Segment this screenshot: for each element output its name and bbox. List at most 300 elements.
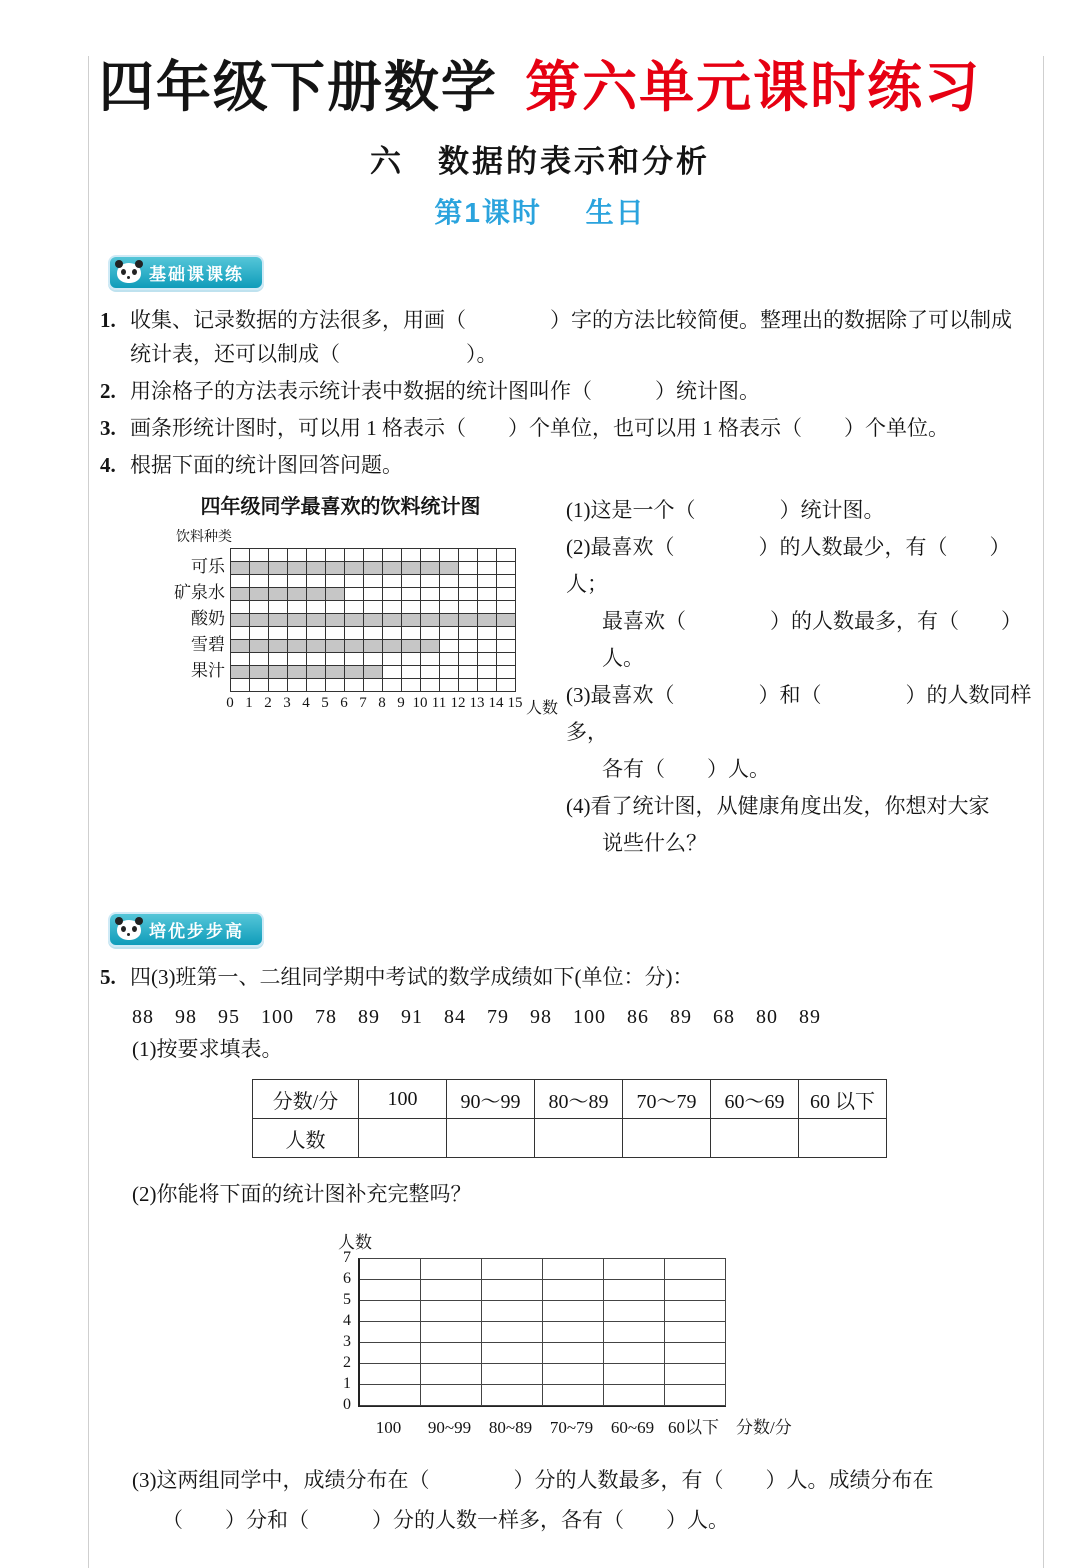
grid-cell (421, 601, 440, 614)
y-tick: 6 (343, 1270, 351, 1287)
chart-grid (230, 548, 516, 692)
grid-cell (250, 679, 269, 692)
chart-x-labels (358, 1413, 892, 1438)
grid-cell (604, 1259, 665, 1280)
sub-question: (4)看了统计图，从健康角度出发，你想对大家 (566, 794, 990, 818)
x-tick: 10 (412, 695, 428, 711)
page-title (0, 56, 1080, 118)
grid-cell (383, 679, 402, 692)
bar-cell (459, 614, 478, 627)
grid-cell (665, 1322, 726, 1343)
bar-cell (307, 588, 326, 601)
grid-cell (402, 575, 421, 588)
grid-cell (364, 679, 383, 692)
score-list: 88 98 95 100 78 89 91 84 79 98 100 86 89 68 80 89 (132, 1006, 821, 1028)
grid-cell (402, 549, 421, 562)
x-tick: 3 (283, 695, 291, 711)
grid-cell (326, 575, 345, 588)
bar-cell (250, 562, 269, 575)
bar-cell (402, 562, 421, 575)
grid-cell (360, 1280, 421, 1301)
score-bar-chart (332, 1228, 892, 1438)
grid-cell (364, 575, 383, 588)
grid-cell (421, 627, 440, 640)
grid-cell (231, 549, 250, 562)
grid-cell (345, 588, 364, 601)
grid-cell (421, 679, 440, 692)
bar-cell (231, 588, 250, 601)
grid-cell (402, 627, 421, 640)
grid-cell (497, 601, 516, 614)
category-label: 矿泉水 (174, 583, 225, 602)
grid-cell (421, 1301, 482, 1322)
x-tick: 15 (507, 695, 523, 711)
section-badge-advanced-label: 培优步步高 (149, 922, 244, 941)
category-label: 90~99 (427, 1418, 472, 1437)
grid-cell (440, 653, 459, 666)
grid-cell (497, 562, 516, 575)
bar-cell (383, 562, 402, 575)
bar-cell (288, 640, 307, 653)
grid-cell (307, 549, 326, 562)
grid-cell (665, 1364, 726, 1385)
bar-cell (288, 666, 307, 679)
grid-cell (250, 575, 269, 588)
category-label: 60~69 (610, 1418, 655, 1437)
sub-question-continuation: （ ）分和（ ）分的人数一样多，各有（ ）人。 (162, 1508, 729, 1532)
grid-cell (497, 679, 516, 692)
grid-cell (364, 627, 383, 640)
grid-cell (383, 575, 402, 588)
bar-cell (383, 614, 402, 627)
grid-cell (307, 653, 326, 666)
grid-cell (288, 627, 307, 640)
chart-x-axis (226, 692, 559, 717)
sub-question: (2)最喜欢（ ）的人数最少，有（ ）人； (566, 535, 1011, 596)
grid-cell (478, 666, 497, 679)
chart-title: 四年级同学最喜欢的饮料统计图 (200, 496, 481, 518)
bar-cell (250, 614, 269, 627)
grid-cell (543, 1301, 604, 1322)
grid-cell (402, 666, 421, 679)
grid-cell (288, 653, 307, 666)
y-tick: 0 (343, 1396, 351, 1413)
category-label: 雪碧 (191, 635, 225, 654)
category-label: 60以下 (668, 1418, 719, 1437)
grid-cell (326, 679, 345, 692)
grid-cell (421, 549, 440, 562)
score-table (252, 1079, 887, 1158)
grid-cell (478, 679, 497, 692)
y-tick: 1 (343, 1375, 351, 1392)
question-5-sub3 (100, 1460, 1035, 1540)
grid-cell (440, 549, 459, 562)
grid-cell (665, 1343, 726, 1364)
table-row (253, 1119, 887, 1158)
question-3 (100, 411, 1035, 445)
grid-cell (345, 679, 364, 692)
sub-question-continuation: 最喜欢（ ）的人数最多，有（ ）人。 (602, 609, 1022, 670)
grid-cell (604, 1301, 665, 1322)
table-row (253, 1080, 887, 1119)
table-header-cell: 分数/分 (253, 1080, 359, 1119)
bar-cell (307, 640, 326, 653)
question-4-text: 根据下面的统计图回答问题。 (130, 453, 403, 477)
table-cell (535, 1119, 623, 1158)
question-1-line1: 收集、记录数据的方法很多，用画（ ）字的方法比较简便。整理出的数据除了可以制成 (130, 308, 1012, 332)
grid-cell (345, 653, 364, 666)
sub-question-continuation: 说些什么？ (602, 831, 707, 855)
grid-cell (459, 666, 478, 679)
question-number: 2. (100, 379, 116, 403)
grid-cell (459, 549, 478, 562)
table-cell (447, 1119, 535, 1158)
grid-cell (326, 549, 345, 562)
lesson-name: 生日 (585, 197, 646, 228)
bar-cell (307, 614, 326, 627)
grid-cell (478, 627, 497, 640)
x-tick: 9 (397, 695, 405, 711)
bar-cell (345, 562, 364, 575)
x-tick: 4 (302, 695, 310, 711)
grid-cell (421, 575, 440, 588)
grid-cell (604, 1322, 665, 1343)
grid-cell (288, 679, 307, 692)
bar-cell (326, 562, 345, 575)
grid-cell (482, 1259, 543, 1280)
bar-cell (364, 562, 383, 575)
grid-cell (345, 627, 364, 640)
grid-cell (440, 627, 459, 640)
chart-y-axis-label: 饮料种类 (176, 530, 232, 545)
page-title-black: 四年级下册数学 (98, 56, 498, 118)
question-number: 5. (100, 965, 116, 989)
grid-cell (459, 653, 478, 666)
question-2 (100, 374, 1035, 408)
grid-cell (421, 1343, 482, 1364)
category-label: 果汁 (191, 661, 225, 680)
grid-cell (402, 601, 421, 614)
grid-cell (250, 653, 269, 666)
bar-cell (440, 562, 459, 575)
bar-cell (345, 614, 364, 627)
chart-y-ticks (332, 1249, 358, 1413)
bar-cell (326, 640, 345, 653)
table-header-cell: 60 以下 (799, 1080, 887, 1119)
grid-cell (478, 653, 497, 666)
page-title-red: 第六单元课时练习 (525, 56, 982, 118)
grid-cell (543, 1322, 604, 1343)
bar-cell (288, 588, 307, 601)
grid-cell (497, 653, 516, 666)
grid-cell (360, 1322, 421, 1343)
bar-cell (383, 640, 402, 653)
y-tick: 4 (343, 1312, 351, 1329)
grid-cell (383, 588, 402, 601)
grid-cell (421, 1280, 482, 1301)
question-4-body (100, 490, 1035, 862)
x-tick: 14 (488, 695, 504, 711)
bar-cell (250, 640, 269, 653)
bar-cell (345, 640, 364, 653)
grid-cell (440, 679, 459, 692)
table-cell: 人数 (253, 1119, 359, 1158)
unit-title: 六 数据的表示和分析 (370, 144, 710, 179)
table-header-cell: 80～89 (535, 1080, 623, 1119)
grid-cell (604, 1280, 665, 1301)
grid-cell (383, 627, 402, 640)
section-badge-advanced (108, 912, 264, 947)
grid-cell (421, 666, 440, 679)
grid-cell (543, 1259, 604, 1280)
grid-cell (231, 627, 250, 640)
bar-cell (231, 614, 250, 627)
grid-cell (459, 588, 478, 601)
grid-cell (482, 1280, 543, 1301)
x-tick: 1 (245, 695, 253, 711)
grid-cell (402, 588, 421, 601)
grid-cell (326, 627, 345, 640)
table-cell (623, 1119, 711, 1158)
grid-cell (497, 640, 516, 653)
x-tick: 13 (469, 695, 485, 711)
grid-cell (269, 601, 288, 614)
sub-question-continuation: 各有（ ）人。 (602, 757, 770, 781)
question-5-sub2: (2)你能将下面的统计图补充完整吗？ (132, 1182, 472, 1206)
grid-cell (482, 1385, 543, 1406)
grid-cell (482, 1364, 543, 1385)
grid-cell (482, 1343, 543, 1364)
bar-cell (421, 562, 440, 575)
grid-cell (665, 1301, 726, 1322)
section-badge-basic-label: 基础课课练 (149, 265, 244, 284)
grid-cell (604, 1343, 665, 1364)
grid-cell (383, 549, 402, 562)
grid-cell (497, 549, 516, 562)
question-4-subquestions (566, 490, 1035, 862)
question-1-line2: 统计表，还可以制成（ ）。 (130, 342, 498, 366)
bar-cell (364, 614, 383, 627)
bar-cell (250, 588, 269, 601)
grid-cell (383, 601, 402, 614)
bar-cell (269, 588, 288, 601)
grid-cell (459, 627, 478, 640)
bar-cell (231, 562, 250, 575)
grid-cell (231, 679, 250, 692)
grid-cell (288, 549, 307, 562)
question-5 (100, 960, 1035, 994)
chart-grid (358, 1258, 726, 1407)
grid-cell (604, 1364, 665, 1385)
page-left-edge (88, 56, 89, 1568)
table-header-cell: 100 (359, 1080, 447, 1119)
bar-cell (364, 666, 383, 679)
grid-cell (440, 640, 459, 653)
bar-cell (421, 640, 440, 653)
x-tick: 12 (450, 695, 466, 711)
table-cell (799, 1119, 887, 1158)
bar-cell (250, 666, 269, 679)
question-number: 4. (100, 453, 116, 477)
grid-cell (482, 1301, 543, 1322)
grid-cell (360, 1301, 421, 1322)
bar-cell (326, 666, 345, 679)
grid-cell (421, 1385, 482, 1406)
grid-cell (269, 679, 288, 692)
category-label: 100 (375, 1418, 402, 1437)
chart-category-labels (162, 548, 230, 692)
x-tick: 7 (359, 695, 367, 711)
grid-cell (402, 679, 421, 692)
table-header-cell: 90～99 (447, 1080, 535, 1119)
table-header-cell: 60～69 (711, 1080, 799, 1119)
bar-cell (231, 640, 250, 653)
lesson-title (0, 191, 1080, 231)
bar-cell (497, 614, 516, 627)
grid-cell (421, 1364, 482, 1385)
bar-cell (326, 588, 345, 601)
grid-cell (440, 601, 459, 614)
category-label: 可乐 (191, 557, 225, 576)
table-header-cell: 70～79 (623, 1080, 711, 1119)
category-label: 80~89 (488, 1418, 533, 1437)
sub-question: (3)最喜欢（ ）和（ ）的人数同样多， (566, 683, 1032, 744)
grid-cell (288, 601, 307, 614)
x-tick: 5 (321, 695, 329, 711)
grid-cell (326, 601, 345, 614)
bar-cell (364, 640, 383, 653)
chart-x-axis-label: 人数 (526, 700, 559, 717)
grid-cell (364, 601, 383, 614)
grid-cell (421, 653, 440, 666)
bar-cell (307, 562, 326, 575)
bar-cell (288, 562, 307, 575)
bar-cell (421, 614, 440, 627)
grid-cell (478, 562, 497, 575)
grid-cell (307, 601, 326, 614)
question-1 (100, 303, 1035, 371)
grid-cell (345, 575, 364, 588)
y-tick: 7 (343, 1249, 351, 1266)
page-right-edge (1043, 56, 1044, 1568)
grid-cell (360, 1364, 421, 1385)
grid-cell (383, 653, 402, 666)
grid-cell (269, 549, 288, 562)
grid-cell (250, 601, 269, 614)
bar-cell (231, 666, 250, 679)
grid-cell (231, 575, 250, 588)
bar-cell (402, 640, 421, 653)
grid-cell (478, 640, 497, 653)
category-label: 酸奶 (191, 609, 225, 628)
bar-cell (269, 614, 288, 627)
question-5-sub1: (1)按要求填表。 (132, 1037, 283, 1061)
grid-cell (543, 1343, 604, 1364)
grid-cell (665, 1259, 726, 1280)
bar-cell (307, 666, 326, 679)
worksheet-page (0, 56, 1080, 1568)
panda-icon (117, 263, 141, 283)
question-number: 1. (100, 308, 116, 332)
grid-cell (345, 601, 364, 614)
question-3-text: 画条形统计图时，可以用 1 格表示（ ）个单位，也可以用 1 格表示（ ）个单位。 (130, 416, 949, 440)
grid-cell (269, 575, 288, 588)
grid-cell (421, 1322, 482, 1343)
grid-cell (478, 601, 497, 614)
grid-cell (543, 1385, 604, 1406)
bar-cell (478, 614, 497, 627)
y-tick: 5 (343, 1291, 351, 1308)
grid-cell (482, 1322, 543, 1343)
grid-cell (478, 588, 497, 601)
sub-question: (1)这是一个（ ）统计图。 (566, 498, 885, 522)
bar-cell (345, 666, 364, 679)
grid-cell (497, 666, 516, 679)
grid-cell (440, 666, 459, 679)
grid-cell (326, 653, 345, 666)
grid-cell (543, 1280, 604, 1301)
grid-cell (360, 1259, 421, 1280)
x-tick: 0 (226, 695, 234, 711)
grid-cell (269, 653, 288, 666)
grid-cell (231, 601, 250, 614)
table-cell (359, 1119, 447, 1158)
bar-cell (440, 614, 459, 627)
x-tick: 8 (378, 695, 386, 711)
grid-cell (345, 549, 364, 562)
grid-cell (288, 575, 307, 588)
grid-cell (307, 679, 326, 692)
bar-cell (269, 666, 288, 679)
grid-cell (665, 1280, 726, 1301)
section-badge-basic (108, 255, 264, 290)
grid-cell (231, 653, 250, 666)
grid-cell (459, 575, 478, 588)
y-tick: 3 (343, 1333, 351, 1350)
grid-cell (440, 575, 459, 588)
grid-cell (478, 549, 497, 562)
category-label: 70~79 (549, 1418, 594, 1437)
drink-bar-chart (162, 490, 559, 862)
grid-cell (604, 1385, 665, 1406)
y-tick: 2 (343, 1354, 351, 1371)
bar-cell (402, 614, 421, 627)
grid-cell (421, 588, 440, 601)
lesson-label: 第1课时 (434, 197, 542, 228)
question-number: 3. (100, 416, 116, 440)
grid-cell (250, 549, 269, 562)
chart-x-axis-label: 分数/分 (736, 1418, 792, 1437)
bar-cell (269, 562, 288, 575)
x-tick: 6 (340, 695, 348, 711)
grid-cell (497, 627, 516, 640)
grid-cell (383, 666, 402, 679)
grid-cell (307, 575, 326, 588)
grid-cell (440, 588, 459, 601)
bar-cell (326, 614, 345, 627)
bar-cell (288, 614, 307, 627)
grid-cell (543, 1364, 604, 1385)
grid-cell (364, 653, 383, 666)
grid-cell (364, 549, 383, 562)
question-5-text: 四(3)班第一、二组同学期中考试的数学成绩如下(单位：分)： (130, 965, 694, 989)
grid-cell (402, 653, 421, 666)
grid-cell (269, 627, 288, 640)
chart-y-axis-label: 人数 (338, 1233, 372, 1252)
question-4 (100, 448, 1035, 482)
grid-cell (360, 1343, 421, 1364)
grid-cell (478, 575, 497, 588)
